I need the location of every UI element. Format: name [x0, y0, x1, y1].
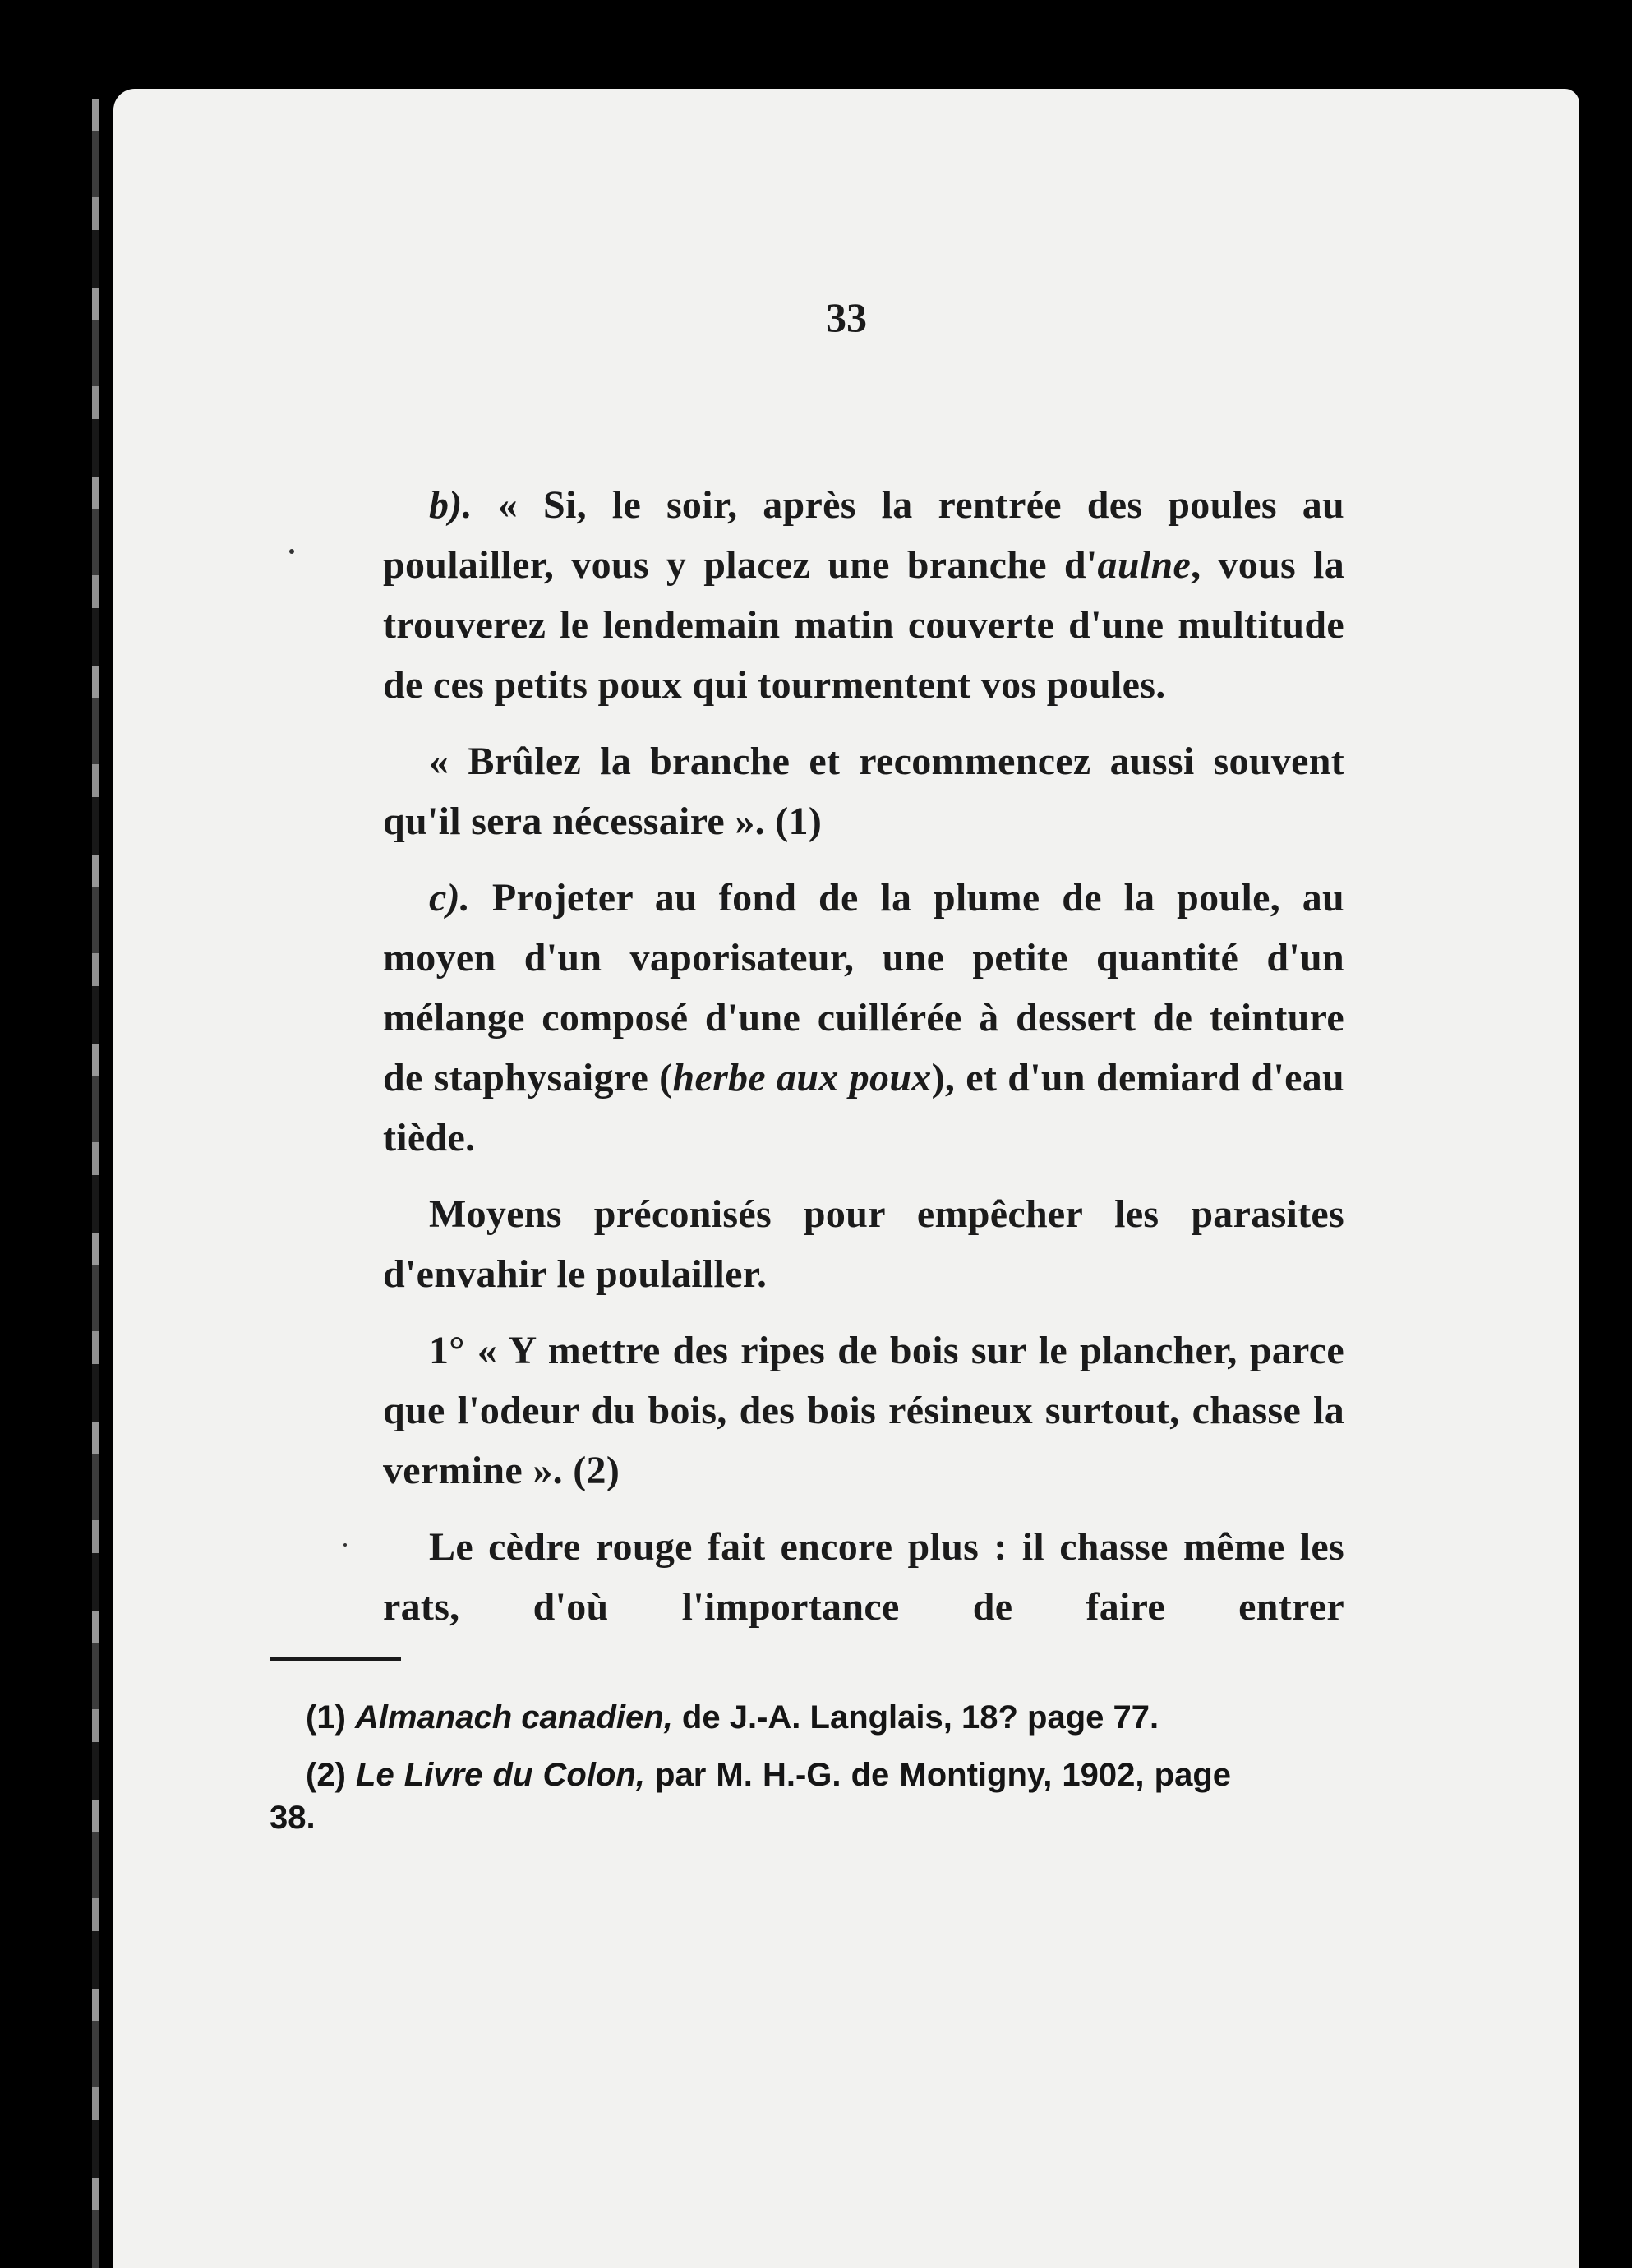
paragraph-text: « Si, le soir, après la rentrée des poules au poulailler, vous y placez une branche d'	[383, 483, 1344, 587]
paragraph-text: Le cèdre rouge fait encore plus : il chasse même les rats, d'où l'importance de faire entrer	[383, 1525, 1344, 1629]
paragraph-cedre	[383, 1517, 1344, 1637]
paragraph-text: « Brûlez la branche et recommencez aussi souvent qu'il sera nécessaire ». (1)	[383, 740, 1344, 843]
body-text	[383, 475, 1344, 1653]
paragraph-lead: c).	[429, 876, 471, 920]
footnote-text: de J.-A. Langlais, 18? page 77.	[672, 1699, 1159, 1736]
book-page	[113, 89, 1579, 2268]
paragraph-rest: ), et d'un demiard d'eau tiède.	[383, 1056, 1345, 1159]
book-spine-edge	[92, 99, 99, 2268]
footnote-title: Le Livre du Colon,	[356, 1757, 645, 1793]
paragraph-text: Projeter au fond de la plume de la poule, au moyen d'un vaporisateur, une petite quantité d'un mélange composé d'une cuillérée à dessert de teinture de staphysaigre (	[383, 876, 1344, 1099]
ink-speck	[289, 549, 294, 554]
paragraph-c	[383, 868, 1344, 1168]
footnote-marker: (2)	[306, 1757, 346, 1793]
footnote-title: Almanach canadien,	[355, 1699, 673, 1736]
paragraph-text: 1° « Y mettre des ripes de bois sur le plancher, parce que l'odeur du bois, des bois résineux surtout, chasse la vermine ». (2)	[383, 1329, 1344, 1492]
footnote-text: par M. H.-G. de Montigny, 1902, page 38.	[270, 1757, 1231, 1836]
paragraph-italic: herbe aux poux	[672, 1056, 932, 1099]
paragraph-italic: aulne	[1097, 543, 1192, 587]
footnote-2	[270, 1754, 1231, 1839]
paragraph-moyens	[383, 1184, 1344, 1304]
paragraph-brulez	[383, 731, 1344, 851]
paragraph-text: Moyens préconisés pour empêcher les parasites d'envahir le poulailler.	[383, 1192, 1344, 1296]
paragraph-lead: b).	[429, 483, 473, 527]
footnote-rule	[270, 1657, 401, 1661]
paragraph-ripes	[383, 1321, 1344, 1500]
footnote-marker: (1)	[306, 1699, 346, 1736]
footnote-1	[270, 1696, 1231, 1739]
page-number: 33	[826, 294, 867, 340]
footnotes	[270, 1696, 1231, 1854]
ink-speck	[343, 1543, 347, 1547]
paragraph-b	[383, 475, 1344, 715]
paragraph-rest: , vous la trouverez le lendemain matin couverte d'une multitude de ces petits poux qui tourmentent vos poules.	[383, 543, 1344, 707]
